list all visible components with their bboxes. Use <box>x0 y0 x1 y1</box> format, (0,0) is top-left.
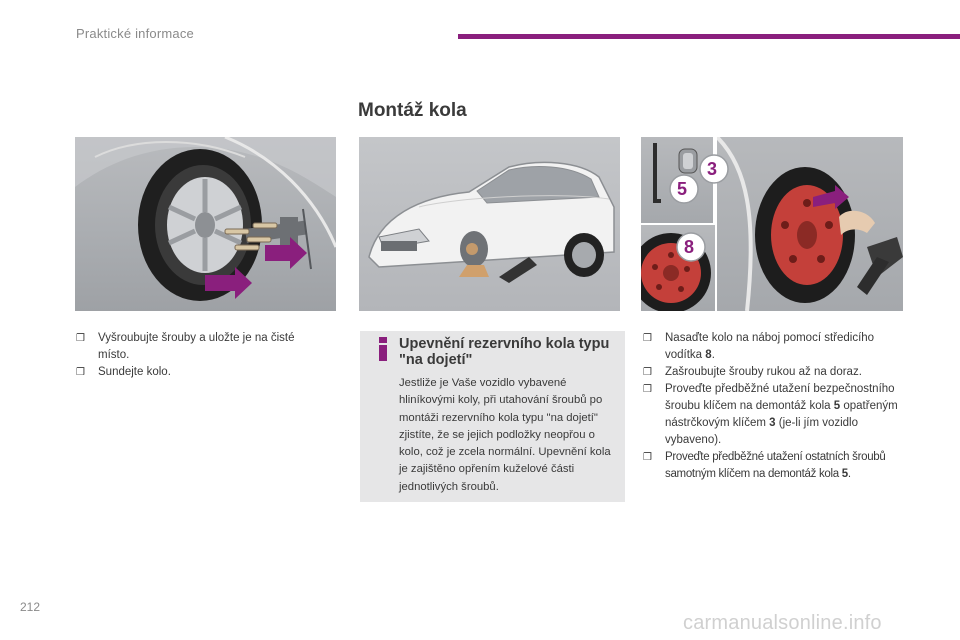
checkbox-bullet-icon: ❒ <box>76 333 85 344</box>
car-on-jack-illustration <box>359 137 620 311</box>
checkbox-bullet-icon: ❒ <box>643 384 652 395</box>
checkbox-bullet-icon: ❒ <box>76 367 85 378</box>
info-body: Jestliže je Vaše vozidlo vybavené hliníkovými koly, při utahování šroubů po montáži rezervního kola typu "na dojetí" zjistíte, že se jejich podložky neopřou o kolo, což je zcela normální. Upevnění kola je zajištěno opřením kuželové části jednotlivých šroubů. <box>399 377 611 493</box>
section-label: Praktické informace <box>76 26 194 41</box>
checkbox-bullet-icon: ❒ <box>643 367 652 378</box>
list-item: ❒ Nasaďte kolo na náboj pomocí středicího vodítka 8. <box>643 332 875 361</box>
callout-5: 5 <box>677 179 688 199</box>
list-item: ❒ Vyšroubujte šrouby a uložte je na čisté místo. <box>76 332 295 361</box>
info-heading: Upevnění rezervního kola typu "na dojetí" <box>399 336 610 368</box>
removal-steps <box>76 330 326 381</box>
list-item: ❒ Sundejte kolo. <box>76 364 326 381</box>
page-title: Montáž kola <box>358 100 467 121</box>
callout-8: 8 <box>684 237 695 257</box>
watermark: carmanualsonline.info <box>683 612 882 634</box>
checkbox-bullet-icon: ❒ <box>643 452 652 463</box>
callout-3: 3 <box>707 159 718 179</box>
page-number: 212 <box>20 600 41 614</box>
info-box <box>360 331 625 502</box>
list-item: ❒ Proveďte předběžné utažení ostatních šroubů samotným klíčem na demontáž kola 5. <box>643 451 886 480</box>
wheel-removal-illustration <box>75 137 336 311</box>
header-accent-bar <box>458 34 960 39</box>
list-item: ❒ Proveďte předběžné utažení bezpečnostního šroubu klíčem na demontáž kola 5 opatřeným nástrčkovým klíčem 3 (je-li jím vozidlo vybaveno). <box>643 383 898 446</box>
list-item: ❒ Zašroubujte šrouby rukou až na doraz. <box>643 364 911 381</box>
spare-wheel-fitting-illustration <box>641 137 903 311</box>
checkbox-bullet-icon: ❒ <box>643 333 652 344</box>
fitting-steps <box>643 330 911 483</box>
info-icon <box>375 335 391 361</box>
